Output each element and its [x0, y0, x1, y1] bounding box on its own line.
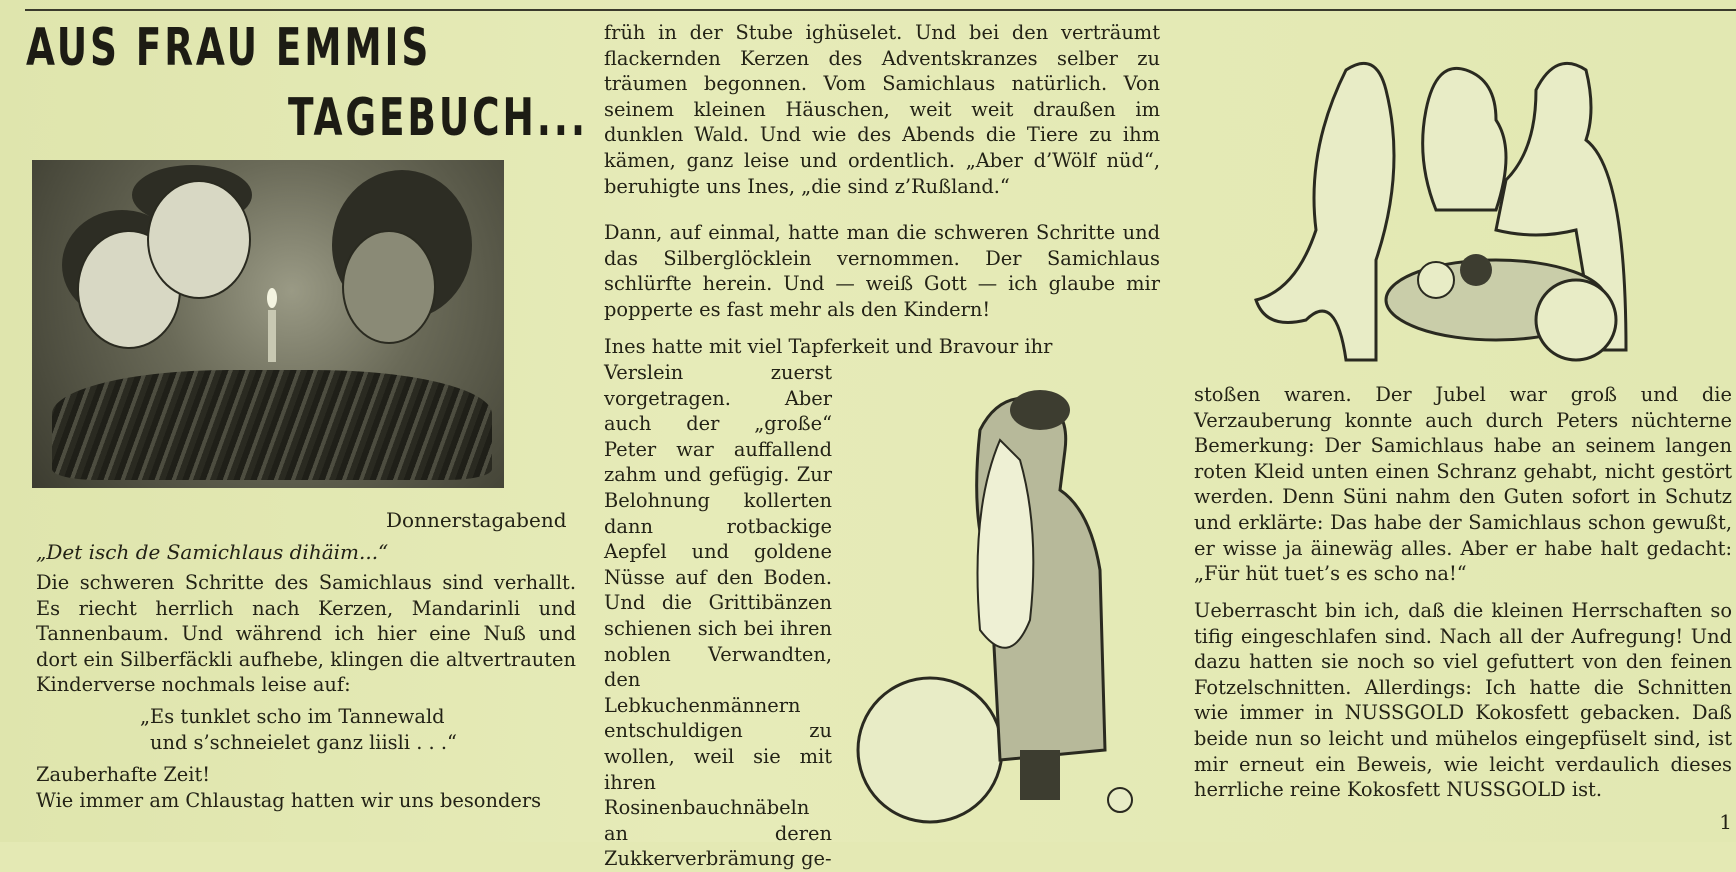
column-1-tail — [36, 762, 576, 813]
column-2-paragraph-2 — [604, 220, 1160, 322]
paragraph: Verslein zuerst vorgetragen. Aber auch der „große“ Peter war auffallend zahm und gefügig. Zur Belohnung kollerten dann rotbackige Aepfel und goldene Nüsse auf den Boden. Und die Grittibänzen schienen sich bei ihren noblen Verwandten, den Lebkuchenmännern entschuldigen zu wollen, weil sie mit ihren Rosinenbauchnäbeln an deren Zukkerverbrämung ge- — [604, 361, 832, 871]
column-1-text — [36, 570, 576, 698]
column-3-paragraph-1 — [1194, 382, 1732, 587]
paragraph: Zauberhafte Zeit! — [36, 763, 211, 786]
diary-quote: „Det isch de Samichlaus dihäim...“ — [36, 540, 389, 564]
paragraph: stoßen waren. Der Jubel war groß und die Verzauberung konnte auch durch Peters nüchterne Bemerkung: Der Samichlaus habe an seinem langen roten Kleid unten einen Schranz gehabt, nicht gestört werden. Denn Süni nahm den Guten sofort in Schutz und erklärte: Das habe der Samichlaus schon gewußt, er wisse ja äinewäg alles. Aber er habe halt gedacht: „Für hüt tuet’s es scho na!“ — [1194, 383, 1732, 586]
children-candle-illustration — [32, 160, 504, 488]
top-rule — [25, 9, 1736, 11]
paragraph: Dann, auf einmal, hatte man die schweren Schritte und das Silberglöcklein vernommen. Der Samichlaus schlürfte herein. Und — weiß Gott — ich glaube mir popperte es fast mehr als den Kindern! — [604, 221, 1160, 321]
column-2-paragraph-1 — [604, 20, 1160, 199]
paragraph: Die schweren Schritte des Samichlaus sind verhallt. Es riecht herrlich nach Kerzen, Mandarinli und Tannenbaum. Und während ich hier eine Nuß und dort ein Silberfäckli aufhebe, klingen die altvertrauten Kinderverse nochmals leise auf: — [36, 571, 576, 697]
samichlaus-illustration — [850, 370, 1180, 830]
verse-line: und s’schneielet ganz liisli . . .“ — [150, 730, 457, 754]
paragraph: Ueberrascht bin ich, daß die kleinen Herrschaften so tifig eingeschlafen sind. Nach all der Aufregung! Und dazu hatten sie noch so viel gefuttert von den feinen Fotzelschnitten. Allerdings: Ich hatte die Schnitten wie immer in NUSSGOLD Kokosfett gebacken. Daß beide nun so leicht und mühelos eingepfüselt sind, ist mir erneut ein Beweis, wie leicht verdaulich dieses herrliche reine Kokosfett NUSSGOLD ist. — [1194, 599, 1732, 802]
paragraph: Ines hatte mit viel Tapferkeit und Bravour ihr — [604, 335, 1053, 358]
verse — [140, 704, 457, 755]
page-number: 1 — [1719, 810, 1732, 834]
column-2-paragraph-3-intro — [604, 334, 1160, 360]
column-2-paragraph-3-narrow — [604, 360, 832, 872]
paragraph: Wie immer am Chlaustag hatten wir uns besonders — [36, 788, 542, 812]
verse-line: „Es tunklet scho im Tannewald — [140, 705, 445, 728]
headline-line-2: TAGEBUCH... — [288, 88, 589, 148]
headline-line-1: AUS FRAU EMMIS — [26, 18, 432, 78]
column-3-paragraph-2 — [1194, 598, 1732, 803]
paragraph: früh in der Stube ighüselet. Und bei den verträumt flackernden Kerzen des Adventskranzes selber zu träumen begonnen. Vom Samichlaus natürlich. Von seinem kleinen Häuschen, weit weit draußen im dunklen Wald. Und wie des Abends die Tiere zu ihm kämen, ganz leise und ordentlich. „Aber d’Wölf nüd“, beruhigte uns Ines, „die sind z’Rußland.“ — [604, 21, 1160, 198]
diary-date: Donnerstagabend — [386, 508, 567, 532]
gingerbread-figures-illustration — [1236, 30, 1696, 375]
